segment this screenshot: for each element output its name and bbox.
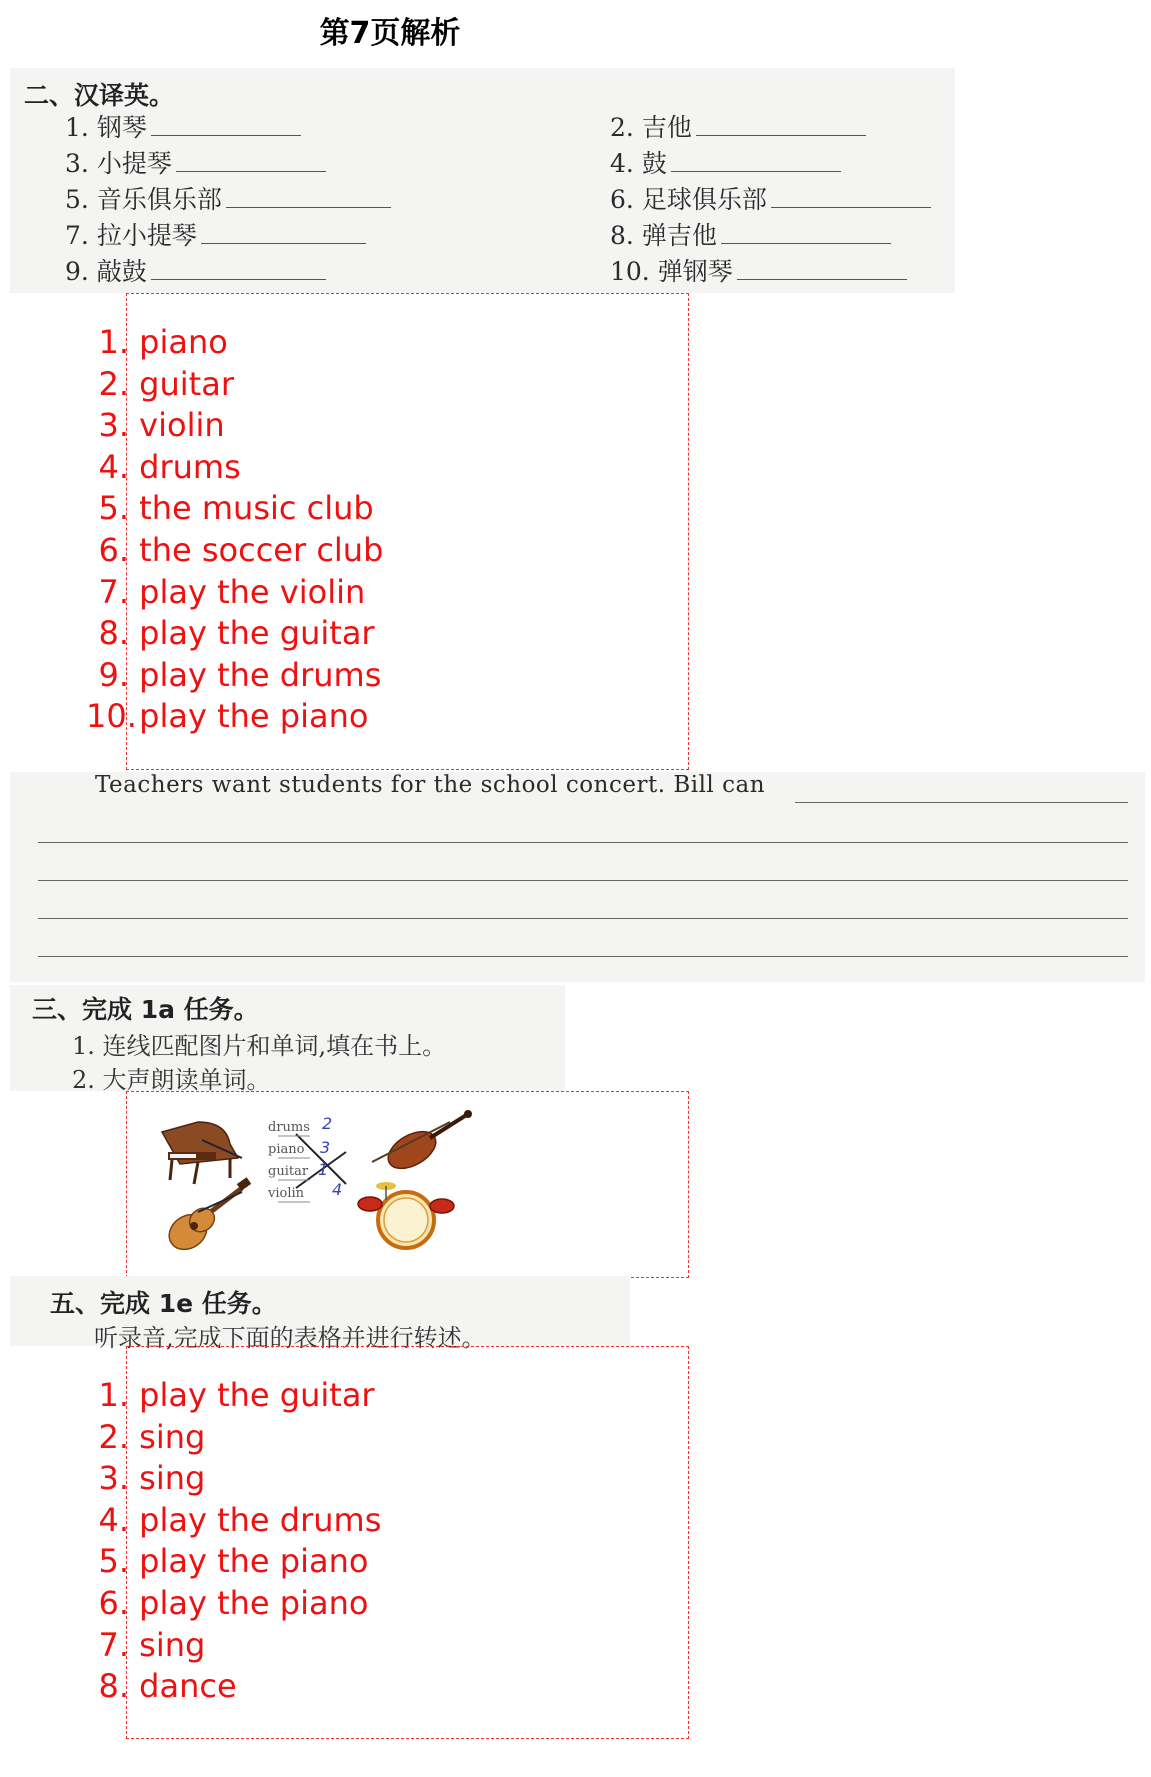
section5-heading: 五、完成 1e 任务。 — [50, 1289, 277, 1318]
answer-text: drums — [139, 447, 241, 486]
handwritten-number: 1 — [318, 1160, 329, 1179]
answer-blank — [771, 183, 931, 208]
question-number: 6. — [610, 185, 634, 214]
answer-text: sing — [139, 1625, 206, 1664]
answer-text: sing — [139, 1459, 206, 1498]
question-item — [610, 180, 931, 216]
question-item — [65, 180, 391, 216]
answer-text: play the guitar — [139, 1376, 375, 1414]
question-number: 3. — [65, 149, 89, 178]
question-number: 9. — [65, 257, 89, 286]
answer-text: play the piano — [139, 1542, 369, 1581]
answer-blank — [721, 219, 891, 244]
section3-heading: 三、完成 1a 任务。 — [32, 995, 259, 1024]
writing-line — [38, 956, 1128, 957]
section3-instruction: 2. 大声朗读单词。 — [72, 1066, 271, 1094]
question-number: 4. — [610, 149, 634, 178]
answer-line — [86, 1500, 381, 1542]
match-word: drums — [268, 1120, 310, 1135]
section3-scan — [10, 985, 565, 1094]
answer-number: 5. — [98, 1542, 129, 1581]
answer-blank — [737, 255, 907, 280]
answer-text: play the violin — [139, 572, 366, 611]
question-number: 5. — [65, 185, 89, 214]
answer-number: 6. — [98, 1583, 129, 1622]
section2-heading: 二、汉译英。 — [24, 81, 175, 110]
writing-sentence: Teachers want students for the school concert. Bill can — [95, 772, 766, 798]
question-text: 吉他 — [641, 113, 692, 142]
answer-number: 1. — [98, 1376, 129, 1414]
question-item — [65, 252, 326, 288]
handwritten-number: 2 — [322, 1114, 333, 1133]
answer-line — [86, 405, 383, 447]
answer-text: sing — [139, 1417, 206, 1456]
question-number: 8. — [610, 221, 634, 250]
answer-text: play the piano — [139, 1583, 369, 1622]
answer-text: piano — [139, 323, 228, 361]
answer-line — [86, 364, 383, 406]
answer-line — [86, 1375, 381, 1417]
answer-number: 10. — [86, 697, 137, 736]
answer-number: 1. — [98, 323, 129, 361]
question-text: 足球俱乐部 — [641, 185, 767, 214]
question-number: 1. — [65, 113, 89, 142]
answer-number: 2. — [98, 1417, 129, 1456]
answer-blank — [151, 111, 301, 136]
answer-line — [86, 530, 383, 572]
answer-line — [86, 613, 383, 655]
answer-text: play the drums — [139, 1500, 382, 1539]
piano-icon — [162, 1122, 238, 1184]
section5-scan — [10, 1276, 630, 1352]
writing-scan — [10, 772, 1145, 982]
section3-instruction: 1. 连线匹配图片和单词,填在书上。 — [72, 1032, 447, 1060]
question-item — [610, 144, 841, 180]
answer-text: dance — [139, 1667, 237, 1706]
violin-icon — [372, 1110, 472, 1176]
question-number: 2. — [610, 113, 634, 142]
answer-blank — [151, 255, 326, 280]
question-item — [610, 252, 907, 288]
writing-line — [38, 918, 1128, 919]
handwritten-number: 3 — [320, 1138, 331, 1157]
question-text: 鼓 — [641, 149, 667, 178]
section5-instruction: 听录音,完成下面的表格并进行转述。 — [94, 1324, 486, 1352]
answer-number: 5. — [98, 489, 129, 528]
handwritten-number: 4 — [332, 1180, 343, 1199]
page-title: 第7页解析 — [319, 16, 461, 51]
answer-list-2 — [86, 1375, 381, 1708]
answer-number: 7. — [98, 1625, 129, 1664]
answer-line — [86, 447, 383, 489]
section2-scan — [10, 68, 955, 293]
answer-line — [86, 1458, 381, 1500]
question-text: 钢琴 — [96, 113, 147, 142]
question-item — [610, 108, 866, 144]
answer-number: 2. — [98, 364, 129, 403]
question-item — [610, 216, 891, 252]
answer-number: 8. — [98, 614, 129, 653]
answer-line — [86, 488, 383, 530]
guitar-icon — [162, 1177, 251, 1256]
writing-line — [38, 880, 1128, 881]
answer-text: guitar — [139, 364, 234, 403]
answer-line — [86, 1625, 381, 1667]
answer-text: the soccer club — [139, 530, 384, 569]
answer-number: 9. — [98, 655, 129, 694]
answer-blank — [201, 219, 366, 244]
writing-blank — [795, 802, 1128, 803]
answer-list-1 — [86, 322, 383, 738]
answer-text: play the drums — [139, 655, 382, 694]
answer-number: 3. — [98, 1459, 129, 1498]
answer-number: 3. — [98, 406, 129, 445]
question-item — [65, 144, 326, 180]
answer-number: 8. — [98, 1667, 129, 1706]
drums-icon — [358, 1182, 454, 1248]
answer-blank — [696, 111, 866, 136]
answer-number: 4. — [98, 1500, 129, 1539]
question-number: 10. — [610, 257, 650, 286]
match-word: piano — [268, 1142, 305, 1157]
question-item — [65, 216, 366, 252]
answer-blank — [671, 147, 841, 172]
question-text: 小提琴 — [96, 149, 172, 178]
answer-line — [86, 1541, 381, 1583]
question-item — [65, 108, 301, 144]
answer-line — [86, 1417, 381, 1459]
answer-number: 4. — [98, 447, 129, 486]
answer-number: 6. — [98, 530, 129, 569]
match-word: violin — [268, 1186, 305, 1201]
question-text: 音乐俱乐部 — [96, 185, 222, 214]
question-text: 弹钢琴 — [657, 257, 733, 286]
answer-line — [86, 696, 383, 738]
match-word: guitar — [268, 1164, 309, 1179]
answer-line — [86, 572, 383, 614]
answer-text: play the guitar — [139, 614, 375, 653]
answer-number: 7. — [98, 572, 129, 611]
question-number: 7. — [65, 221, 89, 250]
question-text: 敲鼓 — [96, 257, 147, 286]
answer-text: the music club — [139, 489, 374, 528]
matching-picture — [150, 1100, 500, 1265]
question-text: 弹吉他 — [641, 221, 717, 250]
answer-blank — [176, 147, 326, 172]
answer-line — [86, 655, 383, 697]
writing-line — [38, 842, 1128, 843]
answer-line — [86, 322, 383, 364]
answer-text: play the piano — [139, 697, 369, 736]
answer-line — [86, 1583, 381, 1625]
question-text: 拉小提琴 — [96, 221, 197, 250]
answer-blank — [226, 183, 391, 208]
answer-line — [86, 1666, 381, 1708]
answer-text: violin — [139, 406, 225, 445]
